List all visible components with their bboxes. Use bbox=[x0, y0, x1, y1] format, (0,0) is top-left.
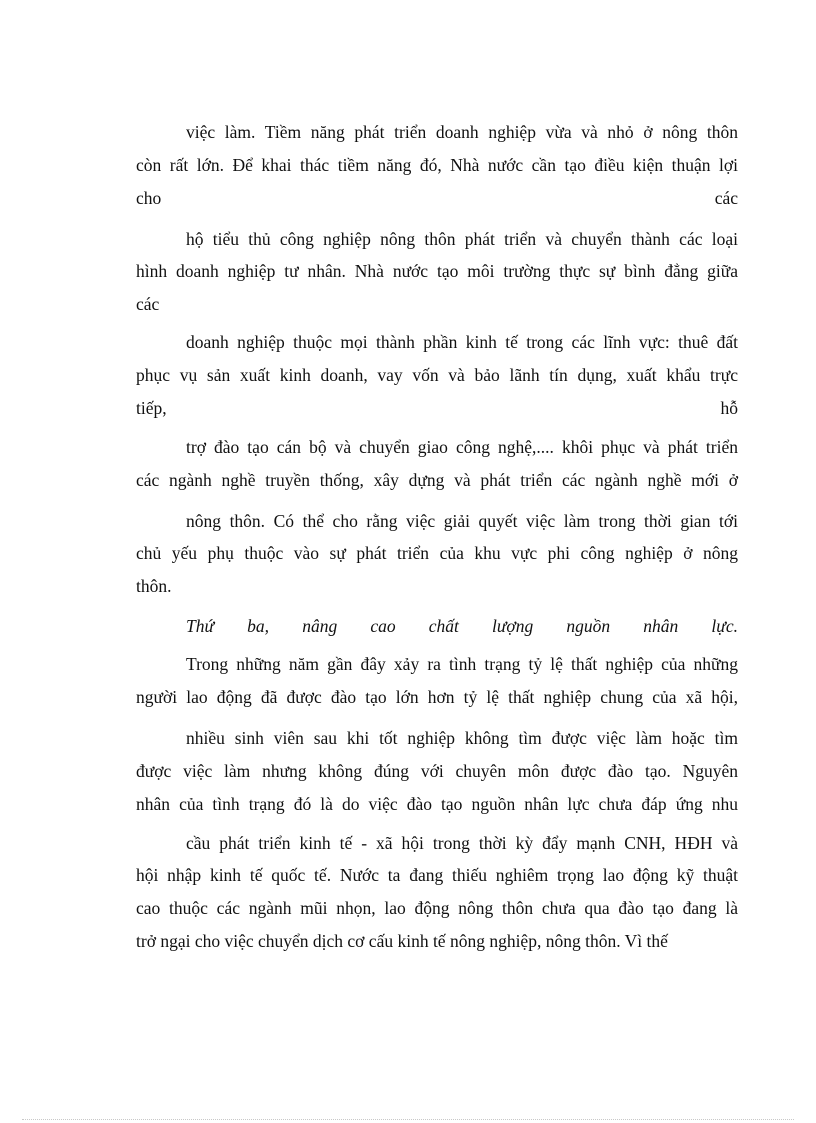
text-line: nhân của tình trạng đó là do việc đào tạo nguồn nhân lực chưa đáp ứng nhu bbox=[136, 794, 738, 814]
text-line: phục vụ sản xuất kinh doanh, vay vốn và bảo lãnh tín dụng, xuất khẩu trực bbox=[136, 365, 738, 385]
text-line: thôn. bbox=[136, 576, 172, 596]
text-line: chủ yếu phụ thuộc vào sự phát triển của khu vực phi công nghiệp ở nông bbox=[136, 543, 738, 563]
text-line: trở ngại cho việc chuyển dịch cơ cấu kinh tế nông nghiệp, nông thôn. Vì thế bbox=[136, 931, 668, 951]
text-line: còn rất lớn. Để khai thác tiềm năng đó, Nhà nước cần tạo điều kiện thuận lợi bbox=[136, 155, 738, 175]
text-line: các ngành nghề truyền thống, xây dựng và phát triển các ngành nghề mới ở bbox=[136, 470, 738, 490]
text-line: việc làm. Tiềm năng phát triển doanh nghiệp vừa và nhỏ ở nông thôn bbox=[186, 122, 738, 142]
text-line: cầu phát triển kinh tế - xã hội trong thời kỳ đẩy mạnh CNH, HĐH và bbox=[186, 833, 738, 853]
text-line: được việc làm nhưng không đúng với chuyên môn được đào tạo. Nguyên bbox=[136, 761, 738, 781]
text-line: nông thôn. Có thể cho rằng việc giải quyết việc làm trong thời gian tới bbox=[186, 511, 738, 531]
text-line: cho bbox=[136, 188, 162, 208]
text-line: người lao động đã được đào tạo lớn hơn tỷ lệ thất nghiệp chung của xã hội, bbox=[136, 687, 738, 707]
page-bottom-rule bbox=[22, 1119, 794, 1120]
text-line: hỗ bbox=[720, 398, 738, 418]
text-line: cao thuộc các ngành mũi nhọn, lao động nông thôn chưa qua đào tạo đang là bbox=[136, 898, 738, 918]
section-heading: Thứ ba, nâng cao chất lượng nguồn nhân lực. bbox=[186, 616, 738, 636]
text-line: doanh nghiệp thuộc mọi thành phần kinh tế trong các lĩnh vực: thuê đất bbox=[186, 332, 738, 352]
text-line: hội nhập kinh tế quốc tế. Nước ta đang thiếu nghiêm trọng lao động kỹ thuật bbox=[136, 865, 738, 885]
text-line: trợ đào tạo cán bộ và chuyển giao công nghệ,.... khôi phục và phát triển bbox=[186, 437, 738, 457]
text-line: các bbox=[136, 294, 160, 314]
text-line: hộ tiểu thủ công nghiệp nông thôn phát triển và chuyển thành các loại bbox=[186, 229, 738, 249]
text-line: nhiều sinh viên sau khi tốt nghiệp không tìm được việc làm hoặc tìm bbox=[186, 728, 738, 748]
text-line: các bbox=[714, 188, 738, 208]
text-line: hình doanh nghiệp tư nhân. Nhà nước tạo môi trường thực sự bình đẳng giữa bbox=[136, 261, 738, 281]
text-line: Trong những năm gần đây xảy ra tình trạng tỷ lệ thất nghiệp của những bbox=[186, 654, 738, 674]
text-line: tiếp, bbox=[136, 398, 167, 418]
